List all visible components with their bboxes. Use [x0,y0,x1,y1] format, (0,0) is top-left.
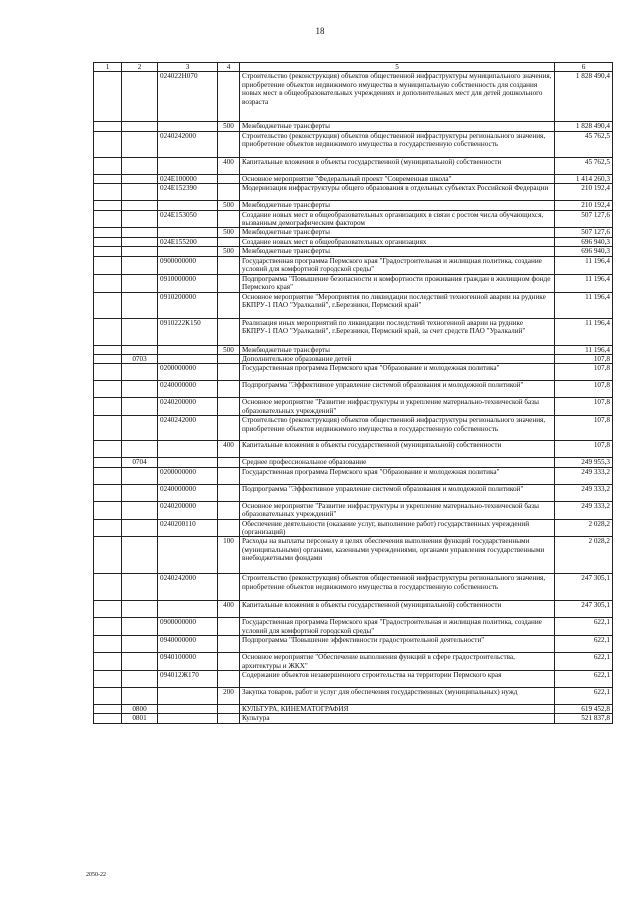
table-cell-4: 500 [218,247,240,256]
table-cell-5: Межбюджетные трансферты [240,201,555,210]
table-cell-4 [218,72,240,122]
table-cell-1 [94,292,122,318]
table-cell-4 [218,670,240,687]
table-cell-6: 210 192,4 [555,201,613,210]
table-row [94,210,613,228]
table-cell-1 [94,157,122,174]
table-cell-6: 696 940,3 [555,237,613,246]
table-cell-1 [94,210,122,228]
table-cell-4 [218,355,240,364]
table-cell-5: Капитальные вложения в объекты государственной (муниципальной) собственности [240,157,555,174]
table-cell-6: 249 333,2 [555,501,613,519]
table-cell-5: Содержание объектов незавершенного строительства на территории Пермского края [240,670,555,687]
table-row [94,274,613,292]
table-cell-3: 0240242000 [158,131,218,157]
table-cell-4: 500 [218,201,240,210]
header-cell: 3 [158,63,218,72]
header-cell: 2 [122,63,158,72]
table-cell-2 [122,653,158,671]
table-cell-1 [94,355,122,364]
table-cell-6: 11 196,4 [555,292,613,318]
table-cell-1 [94,704,122,713]
table-cell-5: Подпрограмма "Эффективное управление системой образования и молодежной политикой" [240,381,555,398]
table-row [94,501,613,519]
table-row [94,228,613,237]
table-cell-3: 0200000000 [158,364,218,381]
table-cell-3: 0900000000 [158,256,218,274]
table-cell-2 [122,501,158,519]
table-row [94,484,613,501]
table-cell-1 [94,237,122,246]
table-cell-2 [122,687,158,704]
table-cell-1 [94,228,122,237]
table-cell-3 [158,704,218,713]
table-row [94,687,613,704]
table-cell-1 [94,484,122,501]
table-cell-3: 0940000000 [158,636,218,653]
table-cell-4 [218,364,240,381]
table-row [94,292,613,318]
table-cell-2 [122,467,158,484]
table-cell-5: Среднее профессиональное образование [240,458,555,467]
table-cell-1 [94,416,122,441]
header-cell: 4 [218,63,240,72]
table-cell-2 [122,201,158,210]
table-cell-1 [94,601,122,618]
table-cell-2 [122,574,158,601]
table-row [94,131,613,157]
table-cell-4 [218,398,240,416]
table-row [94,256,613,274]
table-row [94,174,613,183]
table-cell-4 [218,574,240,601]
table-cell-5: Подпрограмма "Эффективное управление системой образования и молодежной политикой" [240,484,555,501]
table-cell-3 [158,345,218,354]
table-cell-6: 507 127,6 [555,228,613,237]
table-cell-1 [94,364,122,381]
table-cell-6: 249 333,2 [555,484,613,501]
table-cell-3: 0900000000 [158,618,218,636]
table-cell-3: 0910000000 [158,274,218,292]
table-cell-3: 024E153050 [158,210,218,228]
table-cell-3: 0240200000 [158,501,218,519]
table-cell-5: Основное мероприятие "Обеспечение выполнения функций в сфере градостроительства, архитектуры и ЖКХ" [240,653,555,671]
table-cell-1 [94,519,122,537]
table-cell-5: Строительство (реконструкция) объектов общественной инфраструктуры регионального значения, приобретение объектов недвижимого имущества в государственную собственность [240,574,555,601]
table-cell-5: Расходы на выплаты персоналу в целях обеспечения выполнения функций государственными (муниципальными) органами, казенными учреждениями, органами управления государственными внебюджетными фондами [240,537,555,574]
table-cell-2: 0704 [122,458,158,467]
header-cell: 5 [240,63,555,72]
table-cell-3: 024022Н070 [158,72,218,122]
table-cell-2 [122,345,158,354]
table-cell-2 [122,636,158,653]
table-cell-2 [122,318,158,345]
table-cell-6: 247 305,1 [555,574,613,601]
table-cell-2 [122,519,158,537]
table-cell-6: 521 837,8 [555,714,613,723]
table-row [94,618,613,636]
table-row [94,458,613,467]
table-row [94,184,613,201]
table-cell-4 [218,704,240,713]
table-cell-4 [218,184,240,201]
table-cell-6: 107,8 [555,398,613,416]
page-number: 18 [315,26,325,36]
budget-table [93,62,613,724]
table-row [94,72,613,122]
table-row [94,704,613,713]
table-cell-1 [94,537,122,574]
table-cell-6: 622,1 [555,636,613,653]
table-cell-1 [94,574,122,601]
table-row [94,355,613,364]
table-row [94,122,613,131]
table-cell-3: 0240242000 [158,416,218,441]
table-cell-1 [94,714,122,723]
table-cell-6: 11 196,4 [555,274,613,292]
table-cell-5: Создание новых мест в общеобразовательных организациях в связи с ростом числа обучающихся, вызванным демографическим фактором [240,210,555,228]
table-cell-4 [218,458,240,467]
header-cell: 1 [94,63,122,72]
table-cell-1 [94,458,122,467]
table-row [94,157,613,174]
table-cell-3 [158,458,218,467]
table-cell-1 [94,670,122,687]
table-cell-1 [94,247,122,256]
table-cell-2 [122,72,158,122]
table-cell-1 [94,201,122,210]
table-cell-5: Основное мероприятие "Федеральный проект "Современная школа" [240,174,555,183]
table-cell-1 [94,618,122,636]
table-cell-5: Строительство (реконструкция) объектов общественной инфраструктуры регионального значения, приобретение объектов недвижимого имущества в государственную собственность [240,131,555,157]
table-cell-3 [158,228,218,237]
table-cell-3 [158,441,218,458]
table-row [94,537,613,574]
table-cell-4 [218,237,240,246]
table-cell-2 [122,131,158,157]
table-cell-6: 107,8 [555,364,613,381]
table-cell-6: 696 940,3 [555,247,613,256]
table-cell-4 [218,519,240,537]
table-cell-1 [94,441,122,458]
table-cell-4 [218,174,240,183]
table-cell-6: 107,8 [555,355,613,364]
table-row [94,519,613,537]
table-cell-2: 0703 [122,355,158,364]
table-row [94,247,613,256]
table-cell-2 [122,228,158,237]
table-cell-2 [122,416,158,441]
table-cell-6: 507 127,6 [555,210,613,228]
table-cell-6: 1 828 490,4 [555,72,613,122]
table-cell-3: 024E100000 [158,174,218,183]
table-cell-5: Дополнительное образование детей [240,355,555,364]
table-cell-2 [122,398,158,416]
table-cell-4: 500 [218,228,240,237]
table-cell-4: 200 [218,687,240,704]
table-cell-1 [94,72,122,122]
table-cell-4 [218,618,240,636]
table-row [94,381,613,398]
table-cell-4: 500 [218,345,240,354]
table-cell-2 [122,237,158,246]
table-cell-3: 0910200000 [158,292,218,318]
table-cell-5: Закупка товаров, работ и услуг для обеспечения государственных (муниципальных) нужд [240,687,555,704]
table-cell-2 [122,174,158,183]
table-cell-2 [122,381,158,398]
table-cell-6: 107,8 [555,441,613,458]
table-cell-4: 400 [218,157,240,174]
table-cell-5: Капитальные вложения в объекты государственной (муниципальной) собственности [240,601,555,618]
table-cell-6: 2 028,2 [555,537,613,574]
table-cell-4 [218,256,240,274]
table-cell-5: Реализация иных мероприятий по ликвидации последствий техногенной аварии на руднике БКПРУ-1 ПАО "Уралкалий", г.Березники, Пермский край, за счет средств ПАО "Уралкалий" [240,318,555,345]
table-cell-6: 11 196,4 [555,345,613,354]
table-cell-3 [158,157,218,174]
table-cell-1 [94,274,122,292]
table-cell-2 [122,184,158,201]
table-cell-1 [94,687,122,704]
table-cell-6: 210 192,4 [555,184,613,201]
table-cell-6: 107,8 [555,416,613,441]
table-cell-4 [218,292,240,318]
table-cell-4 [218,210,240,228]
table-cell-3 [158,687,218,704]
table-cell-5: Государственная программа Пермского края "Градостроительная и жилищная политика, создание условий для комфортной городской среды" [240,256,555,274]
table-cell-4 [218,484,240,501]
table-cell-5: Обеспечение деятельности (оказание услуг, выполнение работ) государственных учреждений (организаций) [240,519,555,537]
table-cell-3 [158,201,218,210]
table-cell-6: 622,1 [555,618,613,636]
table-cell-3 [158,601,218,618]
table-cell-2 [122,157,158,174]
table-row [94,345,613,354]
table-cell-2 [122,618,158,636]
footer-code: 2050-22 [86,872,106,878]
table-cell-2 [122,210,158,228]
table-row [94,318,613,345]
table-cell-6: 1 414 260,3 [555,174,613,183]
table-cell-4 [218,131,240,157]
table-cell-5: Строительство (реконструкция) объектов общественной инфраструктуры регионального значения, приобретение объектов недвижимого имущества в государственную собственность [240,416,555,441]
table-cell-5: Межбюджетные трансферты [240,247,555,256]
table-cell-6: 249 333,2 [555,467,613,484]
table-cell-3: 0240000000 [158,381,218,398]
table-cell-5: Государственная программа Пермского края "Образование и молодежная политика" [240,364,555,381]
table-cell-3 [158,537,218,574]
table-cell-4 [218,318,240,345]
table-cell-2: 0800 [122,704,158,713]
table-header-row [94,63,613,72]
table-cell-6: 249 955,3 [555,458,613,467]
table-cell-2 [122,441,158,458]
table-cell-6: 45 762,5 [555,157,613,174]
table-row [94,364,613,381]
table-cell-2: 0801 [122,714,158,723]
table-cell-2 [122,274,158,292]
table-cell-6: 11 196,4 [555,256,613,274]
table-cell-4 [218,416,240,441]
table-cell-6: 2 028,2 [555,519,613,537]
table-cell-3: 0240200000 [158,398,218,416]
table-row [94,653,613,671]
header-cell: 6 [555,63,613,72]
table-cell-1 [94,398,122,416]
table-cell-6: 622,1 [555,687,613,704]
table-row [94,237,613,246]
table-cell-2 [122,537,158,574]
table-row [94,416,613,441]
table-cell-3: 0200000000 [158,467,218,484]
table-cell-5: Создание новых мест в общеобразовательных организациях [240,237,555,246]
table-cell-1 [94,345,122,354]
table-cell-1 [94,381,122,398]
table-cell-3 [158,122,218,131]
table-row [94,467,613,484]
table-cell-5: Межбюджетные трансферты [240,122,555,131]
table-cell-1 [94,318,122,345]
table-row [94,636,613,653]
table-cell-1 [94,174,122,183]
table-row [94,441,613,458]
table-cell-4: 400 [218,601,240,618]
table-cell-5: Подпрограмма "Повышение безопасности и комфортности проживания граждан в жилищном фонде Пермского края" [240,274,555,292]
table-cell-5: Межбюджетные трансферты [240,345,555,354]
table-cell-1 [94,184,122,201]
table-row [94,398,613,416]
table-row [94,670,613,687]
table-cell-3: 024E155200 [158,237,218,246]
table-cell-1 [94,501,122,519]
table-cell-5: Государственная программа Пермского края "Образование и молодежная политика" [240,467,555,484]
table-cell-6: 622,1 [555,670,613,687]
table-cell-4: 100 [218,537,240,574]
table-cell-5: Межбюджетные трансферты [240,228,555,237]
table-cell-5: Модернизация инфраструктуры общего образования в отдельных субъектах Российской Федерации [240,184,555,201]
table-cell-3 [158,247,218,256]
table-cell-3: 0240242000 [158,574,218,601]
table-cell-3: 094012Ж170 [158,670,218,687]
table-cell-2 [122,247,158,256]
table-cell-1 [94,131,122,157]
table-cell-5: Капитальные вложения в объекты государственной (муниципальной) собственности [240,441,555,458]
table-cell-5: Культура [240,714,555,723]
table-cell-5: Подпрограмма "Повышение эффективности градостроительной деятельности" [240,636,555,653]
table-cell-6: 11 196,4 [555,318,613,345]
table-cell-5: Строительство (реконструкция) объектов общественной инфраструктуры муниципального значения, приобретение объектов недвижимого имущества в муниципальную собственность для создания новых мест в общеобразовательных учреждениях и дополнительных мест для детей дошкольного возраста [240,72,555,122]
table-cell-4: 400 [218,441,240,458]
table-cell-4 [218,714,240,723]
table-cell-2 [122,670,158,687]
table-cell-6: 107,8 [555,381,613,398]
table-cell-4 [218,381,240,398]
table-cell-1 [94,256,122,274]
table-cell-3 [158,714,218,723]
table-row [94,574,613,601]
table-cell-4 [218,636,240,653]
table-cell-6: 622,1 [555,653,613,671]
table-cell-3 [158,355,218,364]
table-row [94,201,613,210]
table-cell-4 [218,653,240,671]
table-cell-2 [122,292,158,318]
table-cell-2 [122,256,158,274]
table-cell-3: 0910222К150 [158,318,218,345]
table-cell-5: Основное мероприятие "Мероприятия по ликвидации последствий техногенной аварии на руднике БКПРУ-1 ПАО "Уралкалий", г.Березники, Пермский край" [240,292,555,318]
table-cell-3: 0940100000 [158,653,218,671]
table-cell-5: Основное мероприятие "Развитие инфраструктуры и укрепление материально-технической базы образовательных учреждений" [240,501,555,519]
table-cell-4 [218,501,240,519]
table-cell-2 [122,364,158,381]
table-cell-1 [94,122,122,131]
table-cell-3: 0240000000 [158,484,218,501]
table-cell-5: Основное мероприятие "Развитие инфраструктуры и укрепление материально-технической базы образовательных учреждений" [240,398,555,416]
table-cell-2 [122,601,158,618]
table-cell-6: 619 452,8 [555,704,613,713]
table-cell-1 [94,467,122,484]
table-row [94,601,613,618]
table-cell-1 [94,636,122,653]
table-cell-2 [122,484,158,501]
table-cell-4: 500 [218,122,240,131]
table-cell-6: 247 305,1 [555,601,613,618]
table-cell-3: 024E152390 [158,184,218,201]
table-cell-4 [218,467,240,484]
table-cell-1 [94,653,122,671]
table-cell-6: 45 762,5 [555,131,613,157]
table-cell-4 [218,274,240,292]
table-cell-6: 1 828 490,4 [555,122,613,131]
table-cell-3: 0240200110 [158,519,218,537]
table-cell-2 [122,122,158,131]
table-cell-5: Государственная программа Пермского края "Градостроительная и жилищная политика, создание условий для комфортной городской среды" [240,618,555,636]
table-row [94,714,613,723]
table-cell-5: КУЛЬТУРА, КИНЕМАТОГРАФИЯ [240,704,555,713]
